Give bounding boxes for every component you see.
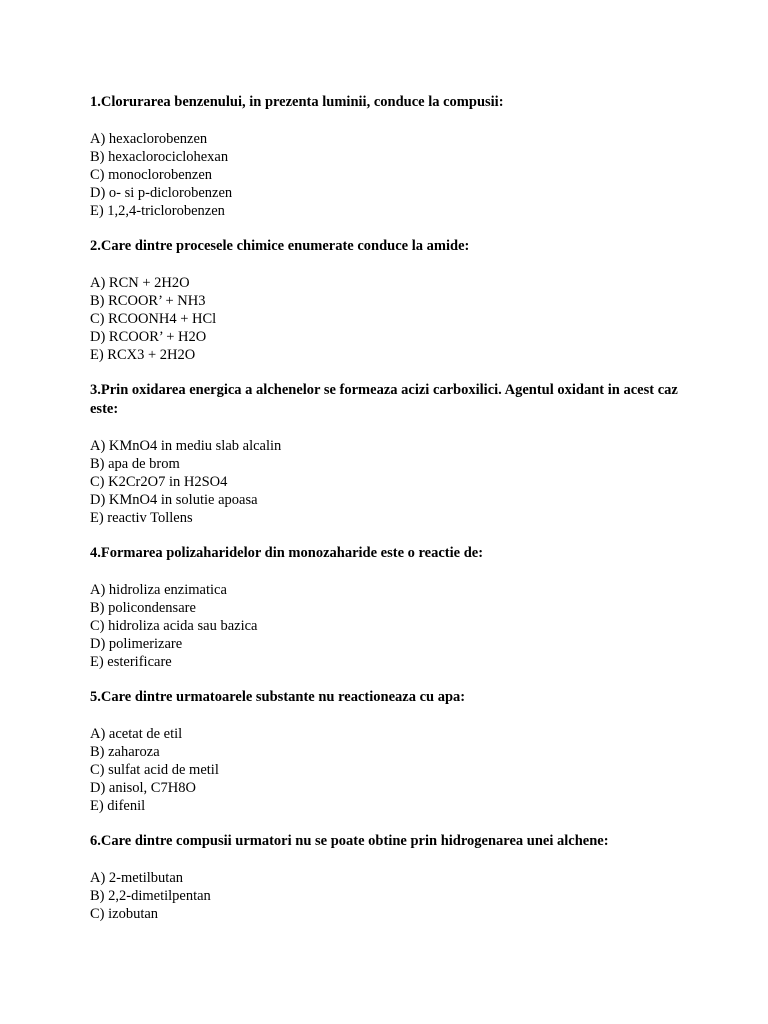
spacer xyxy=(90,815,690,832)
answer-option: E) reactiv Tollens xyxy=(90,510,193,526)
answer-option: D) o- si p-diclorobenzen xyxy=(90,185,233,201)
question-1 xyxy=(90,93,690,220)
answer-option: E) difenil xyxy=(90,798,146,814)
answer-option: E) 1,2,4-triclorobenzen xyxy=(90,203,225,219)
answer-option: B) policondensare xyxy=(90,600,196,616)
answer-list xyxy=(90,130,690,220)
answer-list xyxy=(90,581,690,671)
answer-option: C) sulfat acid de metil xyxy=(90,762,219,778)
answer-option: C) izobutan xyxy=(90,906,159,922)
answer-option: B) 2,2-dimetilpentan xyxy=(90,888,211,904)
question-5 xyxy=(90,688,690,815)
answer-option: A) hexaclorobenzen xyxy=(90,131,208,147)
answer-list xyxy=(90,274,690,364)
answer-option: C) monoclorobenzen xyxy=(90,167,213,183)
answer-option: D) polimerizare xyxy=(90,636,183,652)
question-title: 4.Formarea polizaharidelor din monozaharide este o reactie de: xyxy=(90,545,484,561)
spacer xyxy=(90,364,690,381)
spacer xyxy=(90,220,690,237)
answer-option: C) hidroliza acida sau bazica xyxy=(90,618,258,634)
answer-option: B) zaharoza xyxy=(90,744,160,760)
question-4 xyxy=(90,544,690,671)
question-2 xyxy=(90,237,690,364)
answer-option: D) anisol, C7H8O xyxy=(90,780,196,796)
question-title: 1.Clorurarea benzenului, in prezenta luminii, conduce la compusii: xyxy=(90,94,504,110)
answer-list xyxy=(90,869,690,923)
question-title: 5.Care dintre urmatoarele substante nu reactioneaza cu apa: xyxy=(90,689,466,705)
answer-option: B) apa de brom xyxy=(90,456,180,472)
answer-option: C) RCOONH4 + HCl xyxy=(90,311,217,327)
question-6 xyxy=(90,832,690,923)
spacer xyxy=(90,671,690,688)
question-3 xyxy=(90,381,690,527)
answer-option: A) 2-metilbutan xyxy=(90,870,184,886)
answer-option: D) KMnO4 in solutie apoasa xyxy=(90,492,258,508)
answer-option: C) K2Cr2O7 in H2SO4 xyxy=(90,474,228,490)
question-title: 2.Care dintre procesele chimice enumerate conduce la amide: xyxy=(90,238,470,254)
answer-list xyxy=(90,437,690,527)
question-title: 3.Prin oxidarea energica a alchenelor se formeaza acizi carboxilici. Agentul oxidant in acest caz este: xyxy=(90,382,678,417)
answer-option: A) acetat de etil xyxy=(90,726,183,742)
answer-option: B) hexaclorociclohexan xyxy=(90,149,229,165)
answer-option: E) RCX3 + 2H2O xyxy=(90,347,196,363)
answer-option: A) RCN + 2H2O xyxy=(90,275,190,291)
answer-option: E) esterificare xyxy=(90,654,172,670)
answer-option: D) RCOOR’ + H2O xyxy=(90,329,207,345)
answer-option: B) RCOOR’ + NH3 xyxy=(90,293,206,309)
answer-option: A) KMnO4 in mediu slab alcalin xyxy=(90,438,282,454)
document-page xyxy=(90,93,690,923)
answer-list xyxy=(90,725,690,815)
spacer xyxy=(90,527,690,544)
question-title: 6.Care dintre compusii urmatori nu se poate obtine prin hidrogenarea unei alchene: xyxy=(90,833,609,849)
answer-option: A) hidroliza enzimatica xyxy=(90,582,227,598)
